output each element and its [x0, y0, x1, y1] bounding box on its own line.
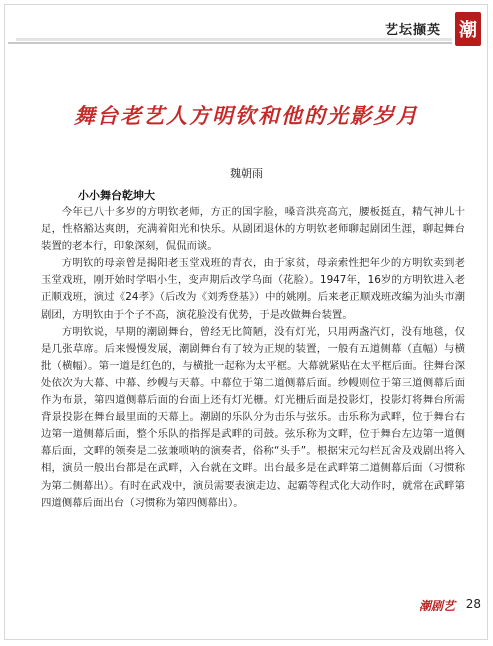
seal-logo: 潮 [455, 12, 481, 46]
paragraph-2: 方明钦的母亲曾是揭阳老玉堂戏班的青衣，由于家贫，母亲索性把年少的方明钦卖到老玉堂戏班，刚开始时学唱小生，变声期后改学乌面（花脸）。1947年，16岁的方明钦进入老正顺戏班，演过《24孝》（后改为《刘秀登基》）中的姚刚。后来老正顺戏班改编为汕头市潮剧团，方明钦由于个子不高，演花脸没有优势，于是改做舞台装置。 [41, 257, 465, 321]
page-number: 28 [465, 597, 481, 611]
paragraph-1: 今年已八十多岁的方明钦老师，方正的国字脸，嗓音洪亮高亢，腰板挺直，精气神儿十足，性格豁达爽朗，充满着阳光和快乐。从剧团退休的方明钦老师聊起剧团生涯，聊起舞台装置的老本行，印象深刻，侃侃而谈。 [41, 206, 465, 253]
header-rule [8, 42, 452, 44]
article-body [41, 204, 465, 512]
paragraph-3: 方明钦说，早期的潮剧舞台，曾经无比简陋，没有灯光，只用两盏汽灯，没有地毯，仅是几张草席。后来慢慢发展，潮剧舞台有了较为正规的装置，一般有五道侧幕（直幅）与横批（横幅）。第一道是红色的，与横批一起称为太平框。大幕就紧贴在太平框后面。往舞台深处依次为大幕、中幕、纱幔与天幕。中幕位于第二道侧幕后面。纱幔则位于第三道侧幕后面作为布景，第四道侧幕后面的台面上还有灯光栅。灯光栅后面是投影灯，投影灯将舞台所需背景投影在舞台最里面的天幕上。潮剧的乐队分为击乐与弦乐。击乐称为武畔，位于舞台右边第一道侧幕后面，整个乐队的指挥是武畔的司鼓。弦乐称为文畔，位于舞台左边第一道侧幕后面，文畔的领奏是二弦兼唢呐的演奏者，俗称“头手”。根据宋元勾栏瓦舍及戏剧出将入相，演员一般出台都是在武畔，入台就在文畔。出台最多是在武畔第二道侧幕后面（习惯称为第二侧幕出）。有时在武戏中，演员需要表演走边、起霸等程式化大动作时，就常在武畔第四道侧幕后面出台（习惯称为第四侧幕出）。 [41, 325, 465, 509]
article-subheading: 小小舞台乾坤大 [78, 189, 155, 202]
section-label: 艺坛撷英 [384, 23, 441, 38]
header-bar [16, 38, 452, 41]
footer-logo: 潮剧艺 [418, 599, 455, 613]
article-author: 魏朝雨 [230, 167, 263, 180]
article-title: 舞台老艺人方明钦和他的光影岁月 [74, 103, 419, 128]
